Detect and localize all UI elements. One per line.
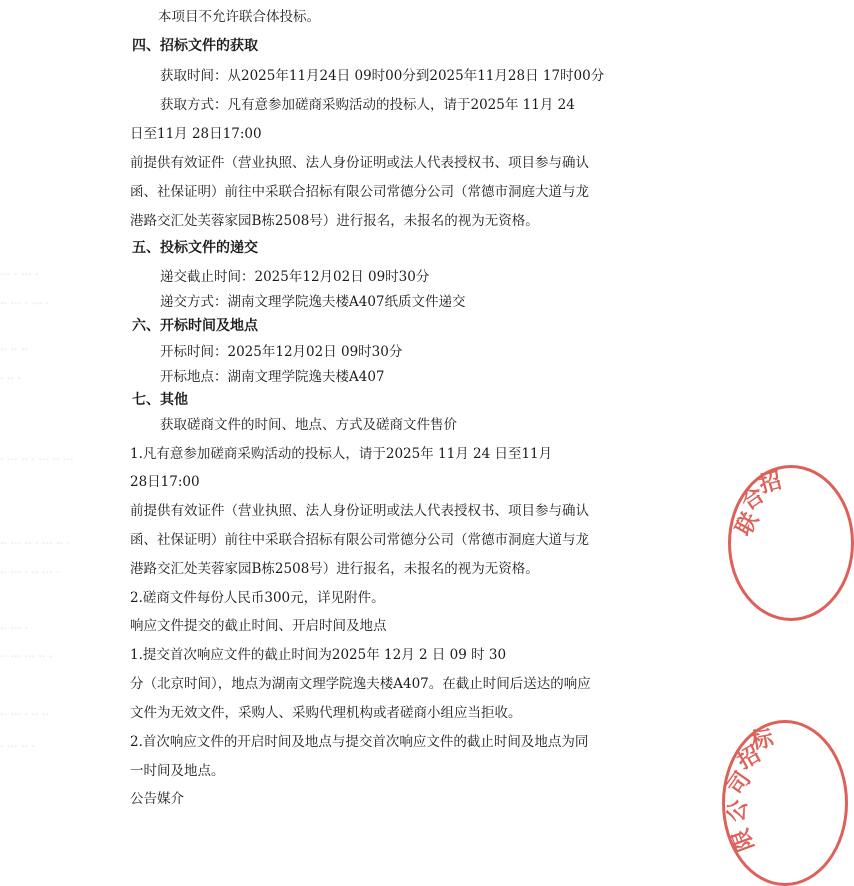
section-heading: 四、招标文件的获取 (132, 38, 258, 54)
bleed-through-mark: · ··· ·· · (0, 740, 35, 753)
bleed-through-mark: ·· ··· · ·· ··· · (0, 566, 60, 579)
company-seal-upper (728, 465, 854, 621)
bleed-through-mark: · ·· · (0, 372, 21, 385)
section-heading: 七、其他 (132, 392, 188, 408)
text-line: 分（北京时间），地点为湖南文理学院逸夫楼A407。在截止时间后送达的响应 (130, 676, 591, 692)
text-line: 前提供有效证件（营业执照、法人身份证明或法人代表授权书、项目参与确认 (130, 503, 589, 519)
text-line: 公告媒介 (130, 791, 184, 807)
text-line: 港路交汇处芙蓉家园B栋2508号）进行报名，未报名的视为无资格。 (130, 213, 539, 229)
text-line: 1.凡有意参加磋商采购活动的投标人，请于2025年 11月 24 日至11月 (130, 446, 553, 462)
text-line: 开标时间：2025年12月02日 09时30分 (160, 344, 403, 360)
text-line: 港路交汇处芙蓉家园B栋2508号）进行报名，未报名的视为无资格。 (130, 561, 539, 577)
text-line: 获取方式：凡有意参加磋商采购活动的投标人，请于2025年 11月 24 (160, 97, 575, 113)
company-seal-lower (722, 720, 848, 886)
bleed-through-mark: ··· · ··· · (0, 268, 39, 281)
text-line: 函、社保证明）前往中采联合招标有限公司常德分公司（常德市洞庭大道与龙 (130, 532, 589, 548)
seal-text: 公 (723, 797, 753, 824)
bleed-through-mark: ·· ··· · ·· ·· (0, 708, 49, 721)
text-line: 递交方式：湖南文理学院逸夫楼A407纸质文件递交 (160, 294, 466, 310)
seal-text: 标 (749, 726, 776, 755)
bleed-through-mark: ·· ·· ·· (0, 343, 28, 356)
section-heading: 五、投标文件的递交 (132, 240, 258, 256)
bleed-through-mark: ·· ··· · (0, 622, 28, 635)
text-line: 1.提交首次响应文件的截止时间为2025年 12月 2 日 09 时 30 (130, 647, 507, 663)
bleed-through-mark: · ··· ·· · ··· ·· ··· (0, 453, 74, 466)
text-line: 函、社保证明）前往中采联合招标有限公司常德分公司（常德市洞庭大道与龙 (130, 184, 589, 200)
seal-text: 限 (728, 825, 760, 855)
text-line: 日至11月 28日17:00 (130, 126, 262, 142)
seal-text: 招 (756, 468, 785, 499)
text-line: 开标地点：湖南文理学院逸夫楼A407 (160, 369, 385, 385)
text-line: 获取时间：从2025年11月24日 09时00分到2025年11月28日 17时00分 (160, 68, 605, 84)
seal-text: 招 (733, 741, 765, 775)
text-line: 2.首次响应文件的开启时间及地点与提交首次响应文件的截止时间及地点为同 (130, 734, 589, 750)
text-line: 文件为无效文件，采购人、采购代理机构或者磋商小组应当拒收。 (130, 705, 522, 721)
text-line: 递交截止时间：2025年12月02日 09时30分 (160, 269, 430, 285)
bleed-through-mark: ·· ··· ··· ·· · (0, 650, 53, 663)
bleed-through-mark: ·· ··· · ··· · (0, 297, 49, 310)
bleed-through-mark: ·· ··· ·· · ··· ·· · (0, 537, 70, 550)
text-line: 获取磋商文件的时间、地点、方式及磋商文件售价 (160, 417, 457, 433)
text-line: 2.磋商文件每份人民币300元，详见附件。 (130, 590, 385, 606)
text-line: 响应文件提交的截止时间、开启时间及地点 (130, 618, 387, 634)
text-line: 本项目不允许联合体投标。 (158, 9, 320, 25)
section-heading: 六、开标时间及地点 (132, 318, 258, 334)
text-line: 28日17:00 (130, 474, 200, 490)
text-line: 前提供有效证件（营业执照、法人身份证明或法人代表授权书、项目参与确认 (130, 155, 589, 171)
seal-text: 合 (736, 482, 770, 516)
seal-text: 联 (731, 508, 765, 541)
seal-text: 司 (723, 767, 757, 800)
text-line: 一时间及地点。 (130, 763, 225, 779)
